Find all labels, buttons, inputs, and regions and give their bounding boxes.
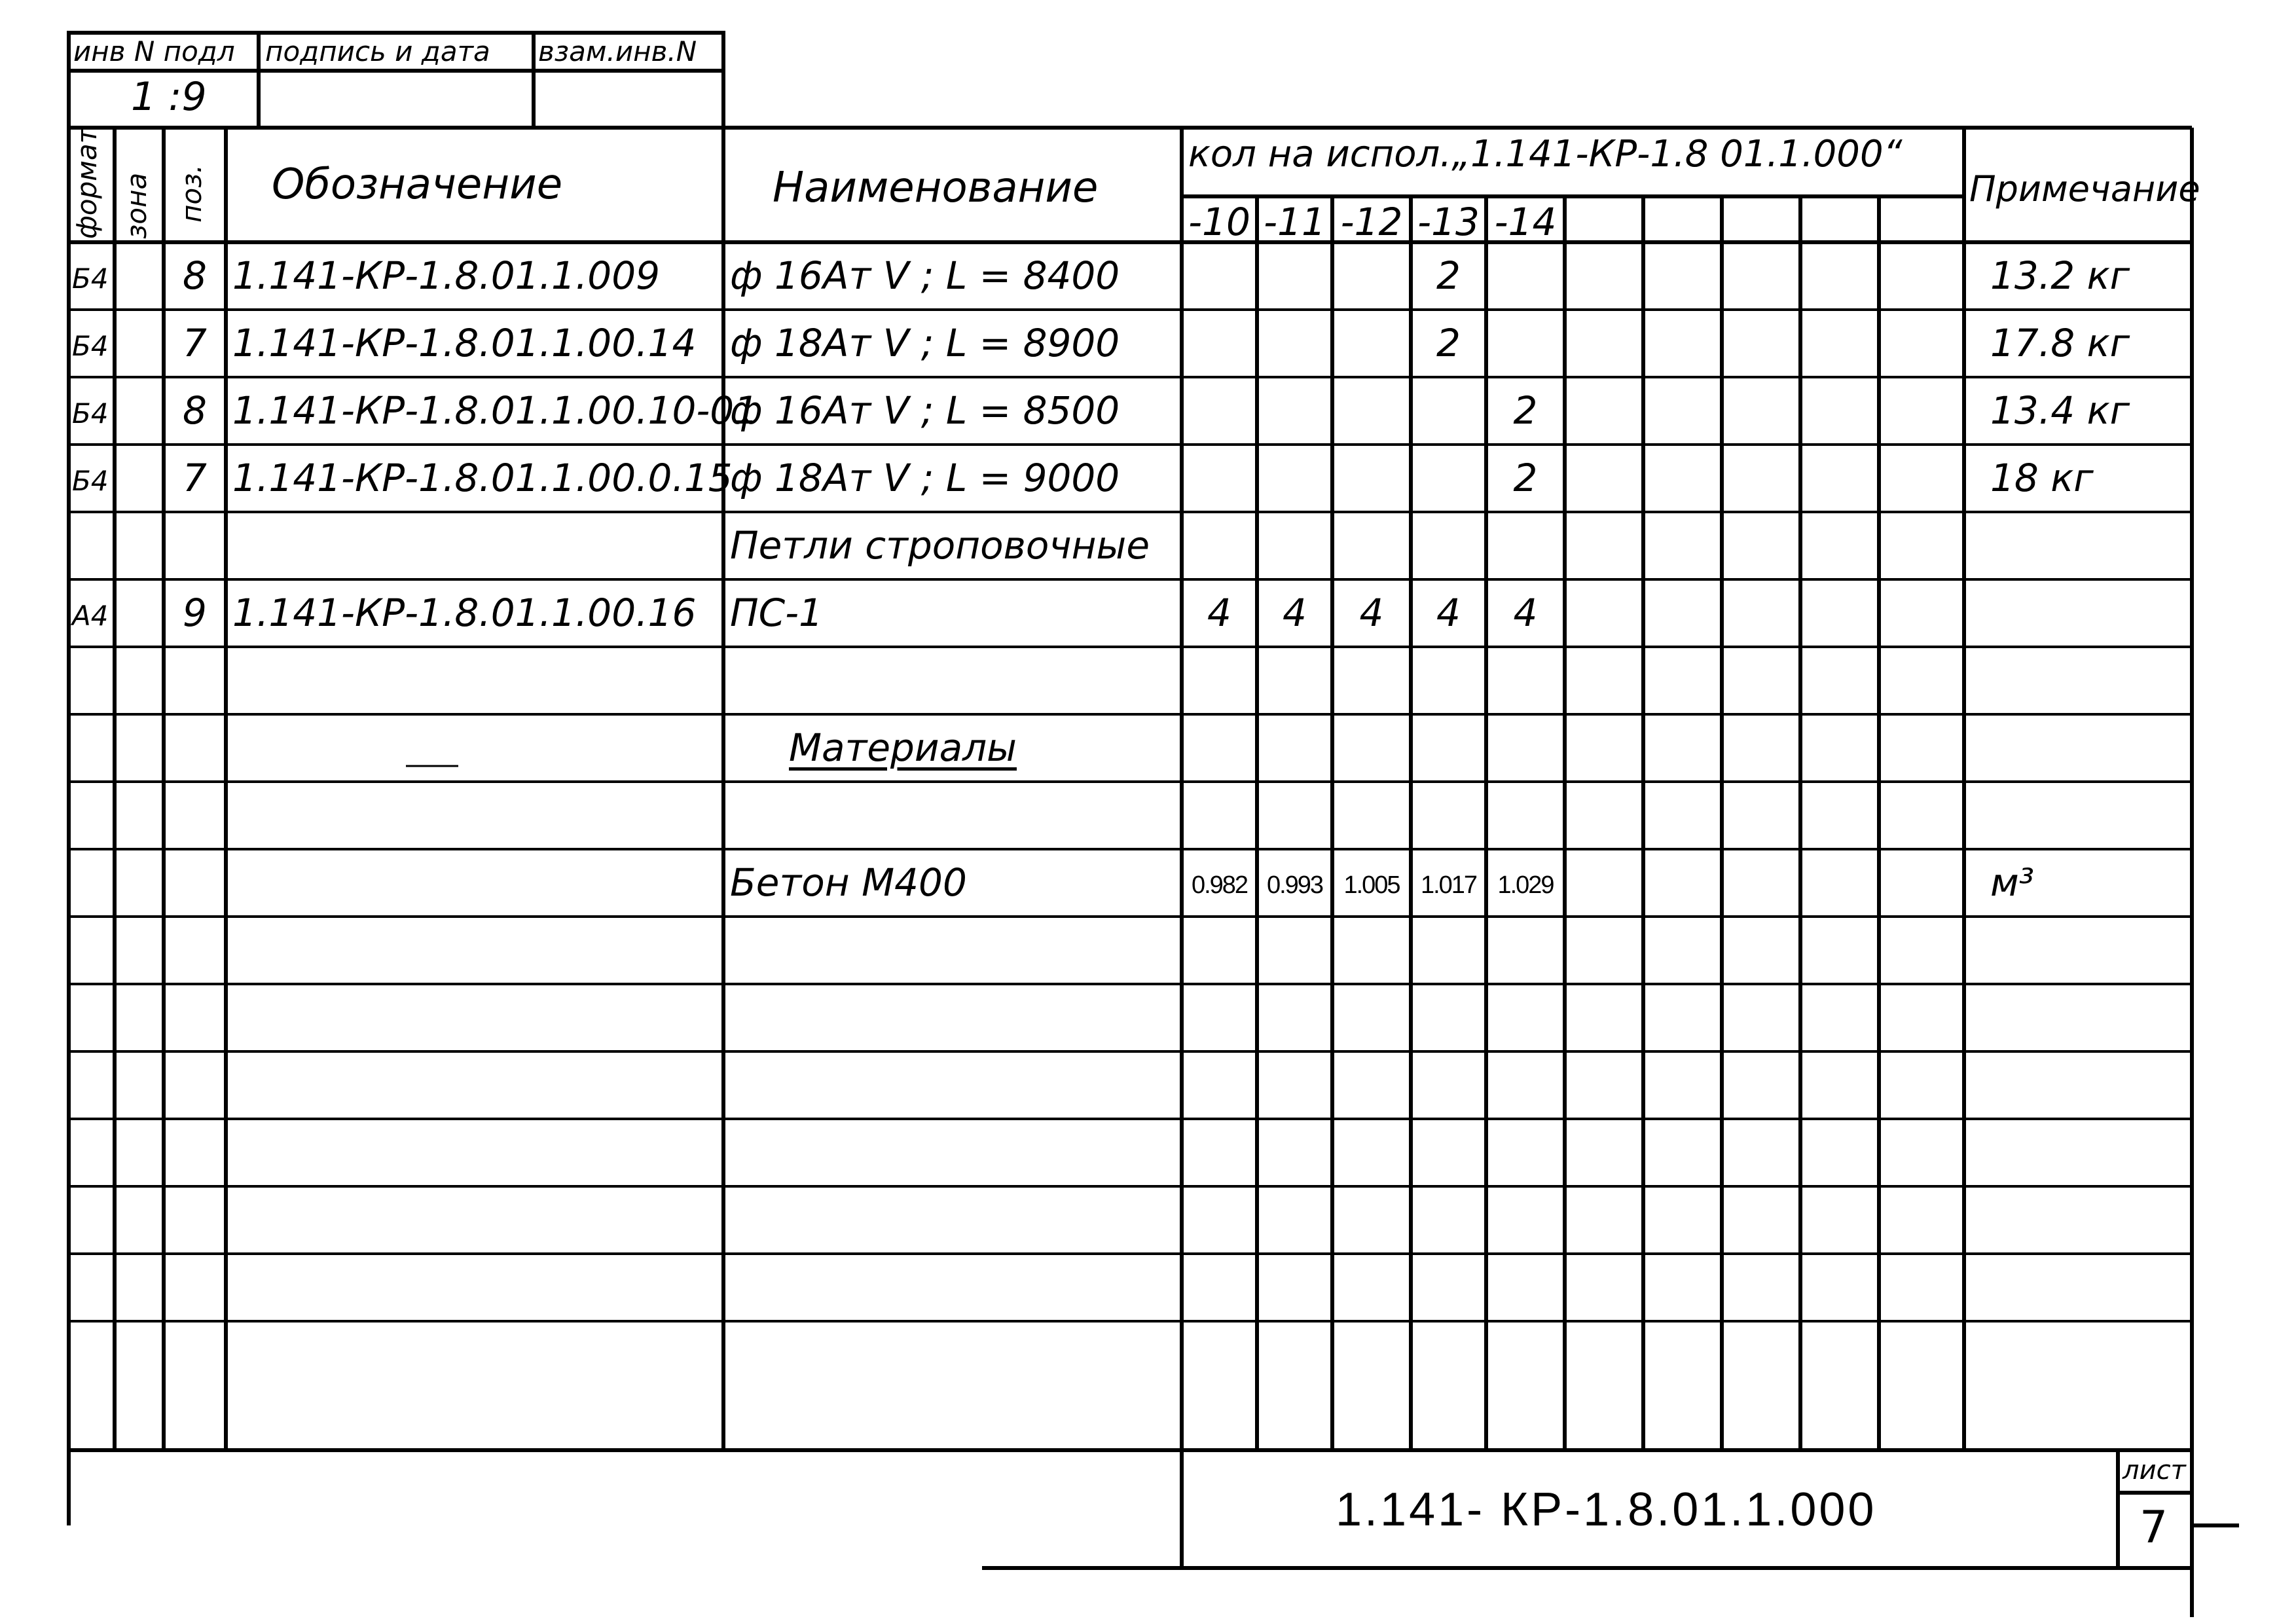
cell-format: Б4 (72, 465, 109, 497)
cell-qty: 4 (1207, 591, 1231, 635)
cell-qty: 1.005 (1343, 871, 1400, 899)
header-variant: -12 (1340, 200, 1403, 244)
cell-name: ф 16Ат V ; L = 8400 (730, 253, 1120, 298)
cell-name: ф 18Ат V ; L = 8900 (730, 321, 1120, 365)
cell-note: 13.2 кг (1990, 253, 2130, 298)
cell-note: 18 кг (1990, 456, 2094, 500)
header-variant: -11 (1264, 200, 1326, 244)
cell-designation: 1.141-КР-1.8.01.1.00.10-01 (232, 388, 759, 433)
cell-format: Б4 (72, 263, 109, 295)
cell-qty: 2 (1513, 456, 1538, 500)
cell-designation: 1.141-КР-1.8.01.1.009 (232, 253, 661, 298)
cell-pos: 9 (183, 591, 207, 635)
header-designation: Обозначение (272, 160, 563, 209)
header-note: Примечание (1969, 168, 2200, 210)
header-variant: -14 (1494, 200, 1557, 244)
cell-qty: 1.017 (1420, 871, 1477, 899)
cell-format: Б4 (72, 330, 109, 362)
sheet-number: 7 (2140, 1502, 2168, 1554)
cell-qty: 4 (1283, 591, 1307, 635)
header-qty-title: кол на испол.„1.141-КР-1.8 01.1.000“ (1188, 133, 1903, 175)
cell-note: м³ (1990, 860, 2035, 905)
cell-pos: 7 (183, 321, 207, 365)
cell-qty: 2 (1436, 321, 1461, 365)
cell-qty: 4 (1436, 591, 1461, 635)
cell-designation: 1.141-КР-1.8.01.1.00.0.15 (232, 456, 733, 500)
cell-name: Материалы (789, 725, 1017, 770)
cell-note: 13.4 кг (1990, 388, 2130, 433)
cell-pos: 8 (183, 388, 207, 433)
header-variant: -13 (1417, 200, 1480, 244)
cell-qty: 0.982 (1191, 871, 1248, 899)
cell-qty: 4 (1359, 591, 1384, 635)
cell-designation: 1.141-КР-1.8.01.1.00.16 (232, 591, 697, 635)
cell-qty: 4 (1513, 591, 1538, 635)
header-pos: поз. (175, 164, 208, 223)
cell-qty: 2 (1513, 388, 1538, 433)
cell-name: ПС-1 (730, 591, 823, 635)
stamp-label-inv: инв N подл (73, 35, 235, 67)
cell-pos: 7 (183, 456, 207, 500)
header-variant: -10 (1188, 200, 1250, 244)
cell-pos: 8 (183, 253, 207, 298)
cell-format: Б4 (72, 397, 109, 429)
cell-name: ф 18Ат V ; L = 9000 (730, 456, 1120, 500)
stamp-value-inv: 1 :9 (131, 74, 207, 120)
cell-format: А4 (72, 600, 109, 632)
cell-name: ф 16Ат V ; L = 8500 (730, 388, 1120, 433)
header-name: Наименование (773, 164, 1099, 212)
stamp-label-replace: взам.инв.N (538, 35, 697, 67)
cell-qty: 0.993 (1266, 871, 1323, 899)
cell-name: Петли строповочные (730, 523, 1150, 568)
cell-name: Бетон М400 (730, 860, 967, 905)
cell-qty: 1.029 (1497, 871, 1554, 899)
cell-note: 17.8 кг (1990, 321, 2130, 365)
stamp-label-sign: подпись и дата (265, 35, 490, 67)
header-format: формат (71, 127, 103, 239)
sheet-label: лист (2123, 1455, 2186, 1486)
cell-qty: 2 (1436, 253, 1461, 298)
header-zone: зона (120, 172, 153, 239)
document-code: 1.141- КР-1.8.01.1.000 (1336, 1484, 1877, 1536)
cell-designation: 1.141-КР-1.8.01.1.00.14 (232, 321, 697, 365)
